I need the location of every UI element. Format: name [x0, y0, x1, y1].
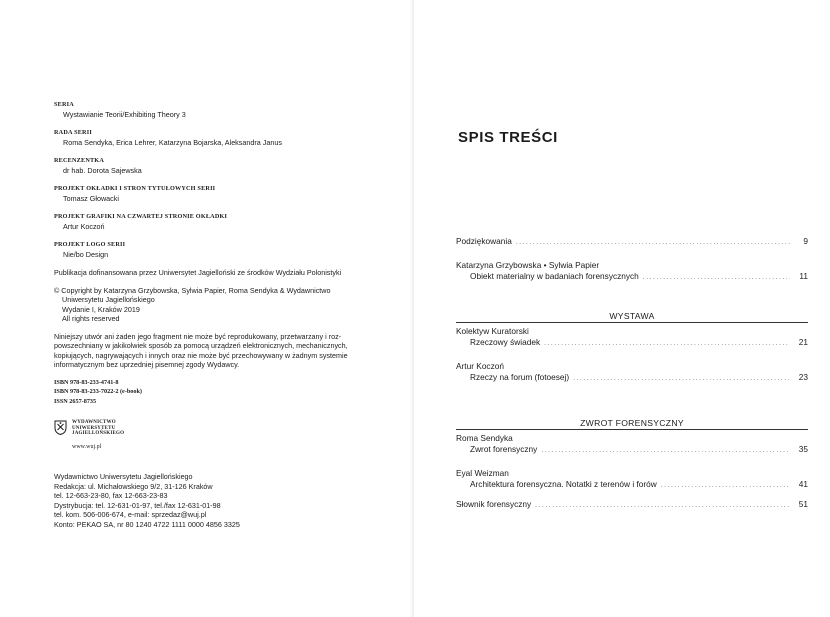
publisher-logo-text: [72, 420, 124, 437]
isbn-print: ISBN 978-83-233-4741-8: [54, 378, 119, 386]
toc-page-number: 9: [803, 236, 808, 246]
toc-entry-author: Eyal Weizman: [456, 468, 509, 478]
toc-entry-acknowledgements[interactable]: [456, 236, 808, 247]
credit-cover-design: [54, 184, 394, 203]
dot-leader: [661, 480, 790, 491]
address-line: Wydawnictwo Uniwersytetu Jagiellońskiego: [54, 472, 193, 482]
copyright-notice: [54, 286, 394, 324]
publisher-address: [54, 472, 394, 529]
rights-line: powszechniany w jakikolwiek sposób za pomocą urządzeń elektronicznych, mechanicznych,: [54, 341, 348, 350]
address-line: tel. 12-663-23-80, fax 12-663-23-83: [54, 491, 168, 501]
toc-page-number: 11: [799, 271, 808, 281]
imprint-block: [54, 100, 394, 529]
dot-leader: [544, 338, 790, 349]
dot-leader: [541, 445, 790, 456]
address-line: tel. kom. 506-006-674, e-mail: sprzedaz@wuj.pl: [54, 510, 207, 520]
credit-value: Roma Sendyka, Erica Lehrer, Katarzyna Bojarska, Aleksandra Janus: [63, 137, 282, 147]
toc-entry-title: Architektura forensyczna. Notatki z terenów i forów: [470, 479, 657, 489]
issn: ISSN 2657-8735: [54, 397, 97, 405]
imprint-page: [0, 0, 414, 617]
credit-reviewer: [54, 156, 394, 175]
toc-page-number: 23: [798, 372, 808, 382]
toc-entry-forensic-turn[interactable]: [456, 444, 808, 455]
credit-series: [54, 100, 394, 119]
address-line: Redakcja: ul. Michałowskiego 9/2, 31-126 Kraków: [54, 481, 213, 491]
logo-line: WYDAWNICTWO: [72, 420, 116, 425]
publisher-logo: [54, 420, 394, 437]
credit-value: Nie/bo Design: [63, 249, 109, 259]
isbn-ebook: ISBN 978-83-233-7022-2 (e-book): [54, 388, 142, 395]
copyright-line: Wydanie I, Kraków 2019: [62, 304, 140, 314]
dot-leader: [643, 272, 790, 283]
section-heading-exhibition: WYSTAWA: [609, 311, 655, 321]
toc-entry-title: Rzeczy na forum (fotoesej): [470, 372, 570, 382]
section-heading-forensic-turn: ZWROT FORENSYCZNY: [580, 418, 684, 428]
credit-label: PROJEKT LOGO SERII: [54, 241, 126, 248]
copyright-line: © Copyright by Katarzyna Grzybowska, Sylwia Papier, Roma Sendyka & Wydawnictwo: [54, 285, 331, 295]
isbn-block: [54, 378, 394, 407]
toc-entry-title: Obiekt materialny w badaniach forensycznych: [470, 271, 639, 281]
credit-value: Wystawianie Teorii/Exhibiting Theory 3: [63, 109, 186, 119]
credit-label: PROJEKT GRAFIKI NA CZWARTEJ STRONIE OKŁADKI: [54, 213, 228, 220]
toc-entry-title: Słownik forensyczny: [456, 499, 532, 509]
rights-line: informatycznym bez uprzedniej pisemnej zgody Wydawcy.: [54, 360, 240, 369]
toc-entry-author: Kolektyw Kuratorski: [456, 326, 529, 336]
toc-page-number: 41: [798, 479, 808, 489]
dot-leader: [573, 373, 790, 384]
funding-note: Publikacja dofinansowana przez Uniwersytet Jagielloński ze środków Wydziału Polonistyki: [54, 268, 342, 277]
credit-value: Artur Koczoń: [63, 221, 105, 231]
toc-page-number: 51: [798, 499, 808, 509]
toc-entry-author: Roma Sendyka: [456, 433, 513, 443]
credit-series-board: [54, 128, 394, 147]
publisher-website: www.wuj.pl: [72, 443, 102, 450]
dot-leader: [535, 500, 790, 511]
credit-value: dr hab. Dorota Sajewska: [63, 165, 142, 175]
toc-entry-title: Podziękowania: [456, 236, 512, 246]
logo-line: JAGIELLOŃSKIEGO: [72, 431, 125, 437]
rights-notice: [54, 332, 394, 370]
copyright-line: All rights reserved: [62, 314, 120, 323]
toc-page: [414, 0, 830, 617]
credit-label: RADA SERII: [54, 129, 92, 136]
toc-entry-title: Rzeczowy świadek: [470, 337, 541, 347]
credit-logo-design: [54, 240, 394, 259]
toc-entry-forensic-architecture[interactable]: [456, 479, 808, 490]
toc-entry-material-object[interactable]: [456, 271, 808, 282]
credit-label: PROJEKT OKŁADKI I STRON TYTUŁOWYCH SERII: [54, 185, 216, 192]
toc-entry-material-witness[interactable]: [456, 337, 808, 348]
logo-line: UNIWERSYTETU: [72, 425, 116, 431]
toc-title: SPIS TREŚCI: [458, 129, 558, 146]
address-line: Dystrybucja: tel. 12-631-01-97, tel./fax 12-631-01-98: [54, 500, 221, 510]
toc-entry-author: Artur Koczoń: [456, 361, 504, 371]
address-line: Konto: PEKAO SA, nr 80 1240 4722 1111 0000 4856 3325: [54, 519, 240, 529]
toc-list: [456, 236, 808, 510]
toc-entry-things-on-forum[interactable]: [456, 372, 808, 383]
copyright-line: Uniwersytetu Jagiellońskiego: [62, 295, 155, 304]
toc-page-number: 21: [798, 337, 808, 347]
rights-line: kopiujących, nagrywających i innych oraz nie może być przechowywany w żadnym systemie: [54, 350, 348, 360]
toc-entry-author: Katarzyna Grzybowska • Sylwia Papier: [456, 260, 600, 270]
credit-label: RECENZENTKA: [54, 157, 104, 164]
credit-back-cover-graphic: [54, 212, 394, 231]
university-crest-icon: [54, 420, 67, 435]
credit-label: SERIA: [54, 101, 74, 108]
toc-entry-title: Zwrot forensyczny: [470, 444, 538, 454]
toc-page-number: 35: [798, 444, 808, 454]
dot-leader: [516, 237, 790, 248]
rights-line: Niniejszy utwór ani żaden jego fragment nie może być reprodukowany, przetwarzany i roz-: [54, 331, 342, 341]
toc-entry-glossary[interactable]: [456, 499, 808, 510]
credit-value: Tomasz Głowacki: [63, 193, 119, 203]
